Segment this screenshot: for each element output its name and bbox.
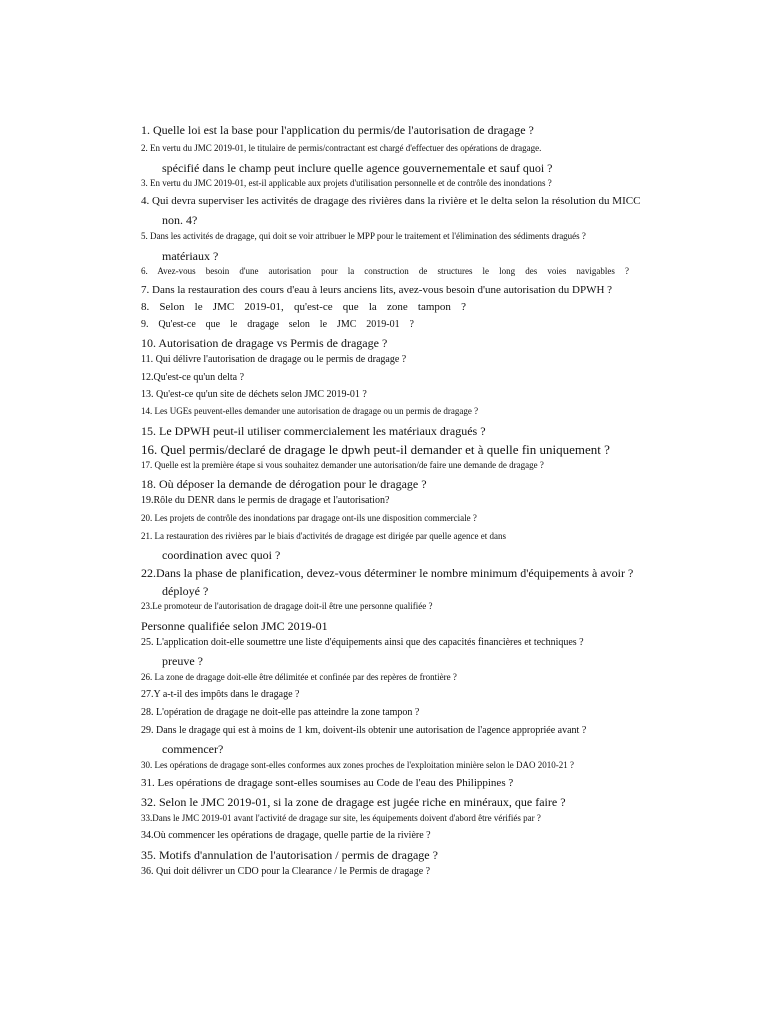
question-36: 36. Qui doit délivrer un CDO pour la Clearance / le Permis de dragage ?: [141, 866, 431, 877]
question-10: 10. Autorisation de dragage vs Permis de dragage ?: [141, 336, 388, 350]
question-13: 13. Qu'est-ce qu'un site de déchets selon JMC 2019-01 ?: [141, 389, 367, 400]
question-4-continued: non. 4?: [162, 213, 198, 227]
question-24: Personne qualifiée selon JMC 2019-01: [141, 619, 328, 633]
question-9: 9. Qu'est-ce que le dragage selon le JMC 2019-01 ?: [141, 319, 414, 330]
question-3: 3. En vertu du JMC 2019-01, est-il applicable aux projets d'utilisation personnelle et de contrôle des inondations ?: [141, 178, 552, 188]
question-5-continued: matériaux ?: [162, 249, 219, 263]
question-30: 30. Les opérations de dragage sont-elles conformes aux zones proches de l'exploitation minière selon le DAO 2010-21 ?: [141, 760, 574, 770]
question-8: 8. Selon le JMC 2019-01, qu'est-ce que la zone tampon ?: [141, 301, 466, 313]
question-29-continued: commencer?: [162, 742, 224, 756]
question-1: 1. Quelle loi est la base pour l'application du permis/de l'autorisation de dragage ?: [141, 123, 534, 137]
question-26: 26. La zone de dragage doit-elle être délimitée et confinée par des repères de frontière ?: [141, 672, 457, 682]
question-2: 2. En vertu du JMC 2019-01, le titulaire de permis/contractant est chargé d'effectuer des opérations de dragage.: [141, 143, 542, 153]
question-4: 4. Qui devra superviser les activités de dragage des rivières dans la rivière et le delta selon la résolution du MICC: [141, 195, 641, 207]
question-25-continued: preuve ?: [162, 654, 203, 668]
question-11: 11. Qui délivre l'autorisation de dragage ou le permis de dragage ?: [141, 354, 407, 365]
question-29: 29. Dans le dragage qui est à moins de 1 km, doivent-ils obtenir une autorisation de l'agence appropriée avant ?: [141, 725, 587, 736]
question-20: 20. Les projets de contrôle des inondations par dragage ont-ils une disposition commerciale ?: [141, 513, 477, 523]
question-34: 34.Où commencer les opérations de dragage, quelle partie de la rivière ?: [141, 830, 431, 841]
question-16: 16. Quel permis/declaré de dragage le dpwh peut-il demander et à quelle fin uniquement ?: [141, 442, 610, 457]
question-6: 6. Avez-vous besoin d'une autorisation pour la construction de structures le long des voies navigables ?: [141, 266, 629, 276]
question-33: 33.Dans le JMC 2019-01 avant l'activité de dragage sur site, les équipements doivent d'abord être vérifiés par ?: [141, 813, 541, 823]
question-22-continued: déployé ?: [162, 584, 209, 598]
question-14: 14. Les UGEs peuvent-elles demander une autorisation de dragage ou un permis de dragage ?: [141, 406, 479, 416]
question-12: 12.Qu'est-ce qu'un delta ?: [141, 372, 245, 383]
question-35: 35. Motifs d'annulation de l'autorisation / permis de dragage ?: [141, 848, 438, 862]
question-17: 17. Quelle est la première étape si vous souhaitez demander une autorisation/de faire une demande de dragage ?: [141, 460, 544, 470]
question-5: 5. Dans les activités de dragage, qui doit se voir attribuer le MPP pour le traitement et l'élimination des sédiments dragués ?: [141, 231, 586, 241]
question-2-continued: spécifié dans le champ peut inclure quelle agence gouvernementale et sauf quoi ?: [162, 161, 553, 175]
question-15: 15. Le DPWH peut-il utiliser commercialement les matériaux dragués ?: [141, 424, 486, 438]
question-22: 22.Dans la phase de planification, devez-vous déterminer le nombre minimum d'équipements à avoir ?: [141, 566, 634, 580]
question-32: 32. Selon le JMC 2019-01, si la zone de dragage est jugée riche en minéraux, que faire ?: [141, 795, 566, 809]
question-18: 18. Où déposer la demande de dérogation pour le dragage ?: [141, 477, 427, 491]
question-28: 28. L'opération de dragage ne doit-elle pas atteindre la zone tampon ?: [141, 707, 420, 718]
question-21-continued: coordination avec quoi ?: [162, 548, 281, 562]
question-19: 19.Rôle du DENR dans le permis de dragage et l'autorisation?: [141, 495, 390, 506]
question-23: 23.Le promoteur de l'autorisation de dragage doit-il être une personne qualifiée ?: [141, 601, 433, 611]
question-21: 21. La restauration des rivières par le biais d'activités de dragage est dirigée par quelle agence et dans: [141, 531, 506, 541]
question-31: 31. Les opérations de dragage sont-elles soumises au Code de l'eau des Philippines ?: [141, 777, 514, 789]
question-27: 27.Y a-t-il des impôts dans le dragage ?: [141, 689, 300, 700]
question-25: 25. L'application doit-elle soumettre une liste d'équipements ainsi que des capacités financières et techniques ?: [141, 637, 584, 648]
question-7: 7. Dans la restauration des cours d'eau à leurs anciens lits, avez-vous besoin d'une autorisation du DPWH ?: [141, 284, 613, 296]
